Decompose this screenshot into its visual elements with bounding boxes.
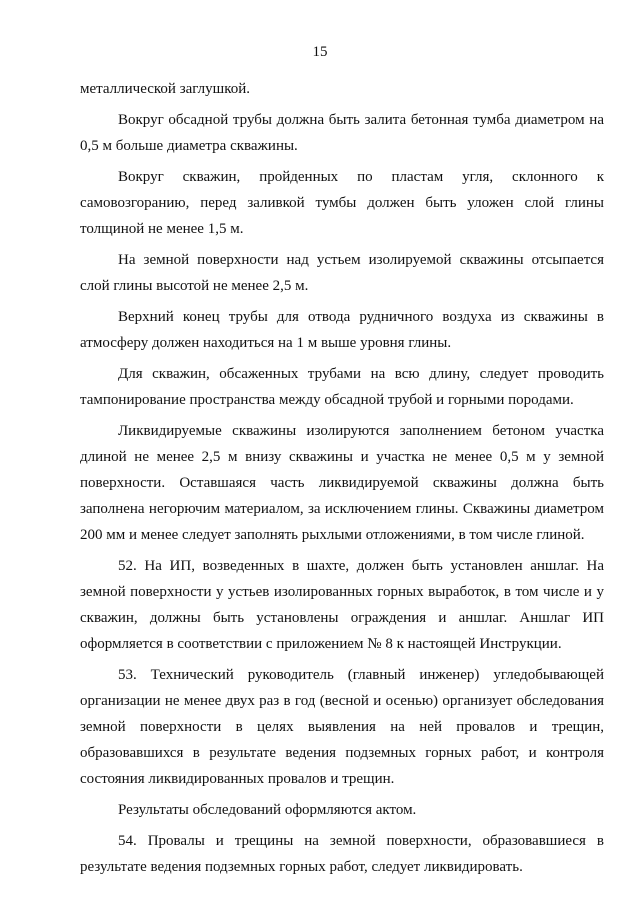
body-text	[80, 76, 604, 885]
paragraph-2: Вокруг обсадной трубы должна быть залита бетонная тумба диаметром на 0,5 м больше диаметра скважины.	[80, 112, 604, 154]
paragraph-3: Вокруг скважин, пройденных по пластам угля, склонного к самовозгоранию, перед заливкой тумбы должен быть уложен слой глины толщиной не менее 1,5 м.	[80, 169, 604, 237]
paragraph-item-54: 54. Провалы и трещины на земной поверхности, образовавшиеся в результате ведения подземных горных работ, следует ликвидировать.	[80, 833, 604, 875]
page-number: 15	[312, 44, 328, 60]
paragraph-item-53: 53. Технический руководитель (главный инженер) угледобывающей организации не менее двух раз в год (весной и осенью) организует обследования земной поверхности в целях выявления на ней провалов и трещин, образовавшихся в результате ведения подземных горных работ, и контроля состояния ликвидированных провалов и трещин.	[80, 667, 604, 787]
paragraph-7: Ликвидируемые скважины изолируются заполнением бетоном участка длиной не менее 2,5 м внизу скважины и участка не менее 0,5 м у земной поверхности. Оставшаяся часть ликвидируемой скважины должна быть заполнена негорючим материалом, за исключением глины. Скважины диаметром 200 мм и менее следует заполнять рыхлыми отложениями, в том числе глиной.	[80, 423, 604, 543]
paragraph-5: Верхний конец трубы для отвода рудничного воздуха из скважины в атмосферу должен находиться на 1 м выше уровня глины.	[80, 309, 604, 351]
paragraph-1: металлической заглушкой.	[80, 81, 251, 97]
paragraph-results: Результаты обследований оформляются актом.	[118, 802, 417, 818]
paragraph-6: Для скважин, обсаженных трубами на всю длину, следует проводить тампонирование пространства между обсадной трубой и горными породами.	[80, 366, 604, 408]
paragraph-4: На земной поверхности над устьем изолируемой скважины отсыпается слой глины высотой не менее 2,5 м.	[80, 252, 604, 294]
paragraph-item-52: 52. На ИП, возведенных в шахте, должен быть установлен аншлаг. На земной поверхности у устьев изолированных горных выработок, в том числе и у скважин, должны быть установлены ограждения и аншлаг. Аншлаг ИП оформляется в соответствии с приложением № 8 к настоящей Инструкции.	[80, 558, 604, 652]
